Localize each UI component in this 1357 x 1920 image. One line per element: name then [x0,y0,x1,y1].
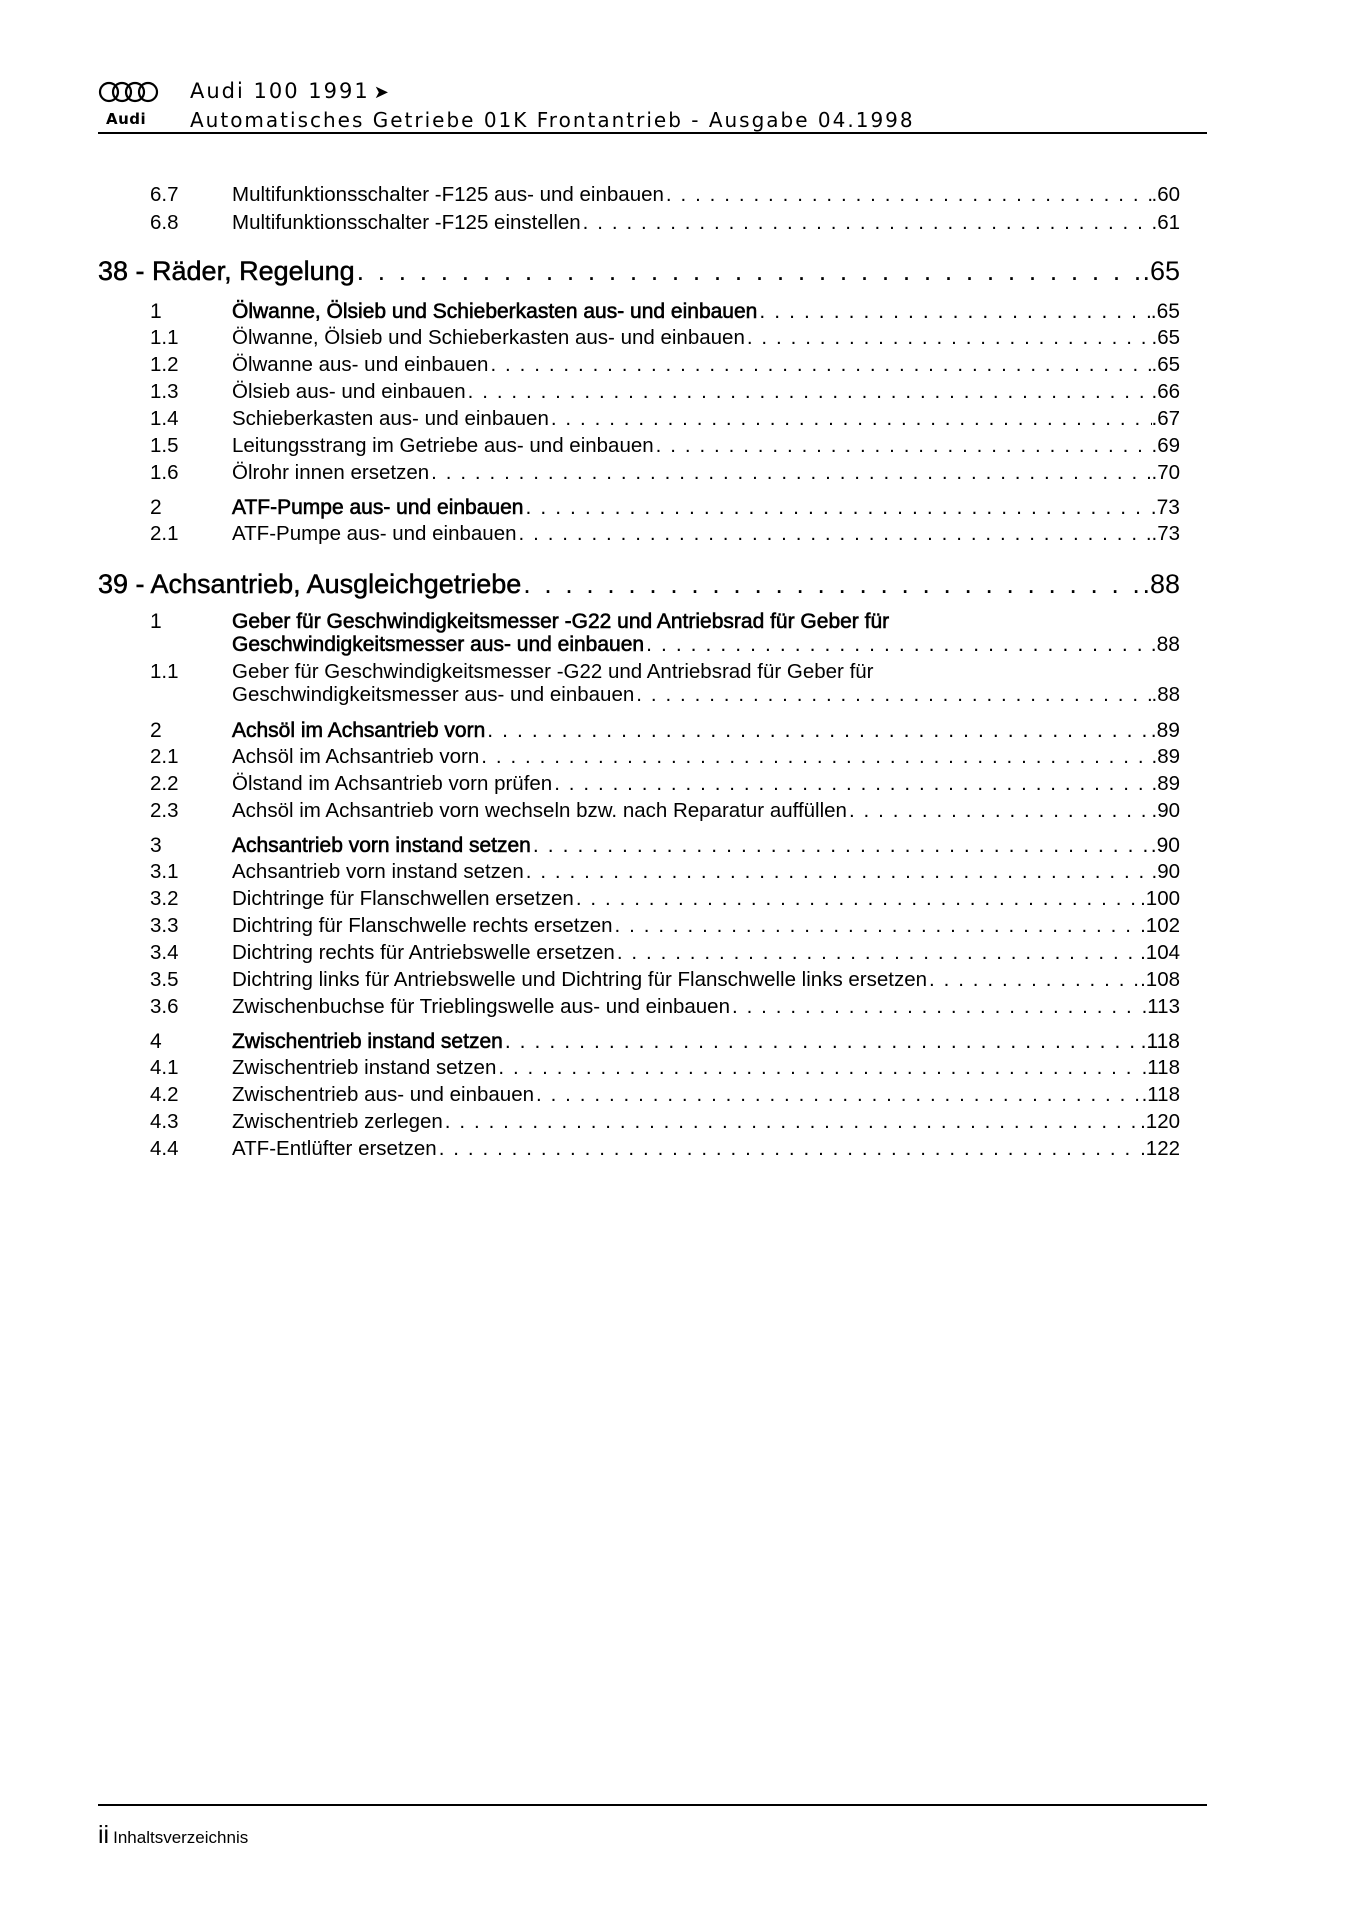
toc-title: Zwischentrieb instand setzen [232,1030,503,1053]
toc-number: 2.1 [150,522,179,545]
toc-number: 1.3 [150,380,179,403]
toc-leader-dots [613,915,1141,938]
header-divider [98,132,1207,134]
toc-entry[interactable] [98,942,1180,965]
toc-number: 1.2 [150,353,179,376]
toc-leader-dots [634,684,1151,707]
toc-page-number: .90 [1151,799,1180,822]
toc-number: 2.3 [150,799,179,822]
toc-leader-dots [615,942,1140,965]
toc-section[interactable] [98,834,1180,857]
toc-title: Dichtring links für Antriebswelle und Dichtring für Flanschwelle links ersetzen [232,968,928,991]
toc-page-number: .120 [1140,1110,1180,1133]
toc-title: Ölsieb aus- und einbauen [232,380,466,403]
toc-leader-dots [549,408,1152,431]
toc-leader-dots [847,800,1152,823]
toc-page-number: .69 [1151,434,1180,457]
toc-entry[interactable] [98,354,1180,377]
toc-title: Zwischentrieb aus- und einbauen [232,1083,534,1106]
toc-entry[interactable] [98,915,1180,938]
toc-page-number: .113 [1141,995,1180,1018]
toc-section[interactable] [98,496,1180,519]
toc-page-number: .66 [1151,380,1180,403]
toc-page-number: .89 [1150,719,1180,742]
toc-entry[interactable] [98,435,1180,458]
toc-page-number: .104 [1140,941,1180,964]
toc-leader-dots [654,435,1152,458]
toc-leader-dots [466,381,1152,404]
toc-title: Leitungsstrang im Getriebe aus- und einbauen [232,434,654,457]
document-subtitle: Automatisches Getriebe 01K Frontantrieb - Ausgabe 04.1998 [190,108,915,132]
toc-number: 3.4 [150,941,179,964]
toc-page-number: .90 [1151,860,1180,883]
toc-chapter[interactable] [98,257,1180,287]
model-title: Audi 100 1991 [190,79,370,103]
toc-number: 4.2 [150,1083,179,1106]
toc-number: 4.4 [150,1137,179,1160]
toc-number: 3.1 [150,860,179,883]
toc-leader-dots [523,496,1150,519]
page-header [98,78,1207,136]
toc-title-continued: Geschwindigkeitsmesser aus- und einbauen [232,682,635,706]
toc-page-number: .67 [1151,407,1180,430]
toc-page-number: .73 [1150,496,1180,519]
toc-section[interactable] [98,610,1180,656]
toc-title: Ölstand im Achsantrieb vorn prüfen [232,772,553,795]
toc-number: 6.8 [150,211,179,234]
toc-title: Ölwanne aus- und einbauen [232,353,489,376]
toc-entry[interactable] [98,773,1180,796]
toc-page-number: .73 [1151,522,1180,545]
toc-title: Geber für Geschwindigkeitsmesser -G22 und Antriebsrad für Geber für [232,610,890,633]
toc-leader-dots [664,184,1152,207]
toc-number: 1.5 [150,434,179,457]
toc-leader-dots [524,861,1152,884]
toc-leader-dots [517,523,1152,546]
toc-title: Achsöl im Achsantrieb vorn [232,719,486,742]
toc-entry[interactable] [98,381,1180,404]
toc-page-number: .61 [1151,211,1180,234]
toc-title: Achsöl im Achsantrieb vorn wechseln bzw. nach Reparatur auffüllen [232,799,847,822]
toc-entry[interactable] [98,1057,1180,1080]
toc-title: Ölwanne, Ölsieb und Schieberkasten aus- und einbauen [232,300,758,323]
toc-title: ATF-Pumpe aus- und einbauen [232,496,524,519]
toc-section[interactable] [98,300,1180,323]
toc-page-number: .60 [1151,183,1180,206]
toc-title: Achsantrieb vorn instand setzen [232,860,524,883]
toc-number: 4.1 [150,1056,179,1079]
toc-leader-dots [485,719,1151,742]
toc-page-number: .65 [1142,256,1180,286]
toc-title: Ölrohr innen ersetzen [232,461,430,484]
toc-page-number: .65 [1151,353,1180,376]
toc-leader-dots [644,633,1151,656]
toc-number: 6.7 [150,183,179,206]
footer-label: Inhaltsverzeichnis [113,1828,249,1847]
toc-page-number: .89 [1151,772,1180,795]
toc-leader-dots [429,462,1151,485]
toc-title: Zwischentrieb zerlegen [232,1110,443,1133]
toc-page-number: .88 [1142,569,1180,599]
toc-leader-dots [552,773,1151,796]
document-model [190,81,391,102]
toc-leader-dots [503,1030,1141,1053]
toc-number: 3.5 [150,968,179,991]
toc-title: Dichtring rechts für Antriebswelle ersetzen [232,941,615,964]
toc-number: 3 [150,834,162,857]
footer-divider [98,1804,1207,1806]
toc-entry[interactable] [98,996,1180,1019]
toc-leader-dots [479,746,1151,769]
toc-page-number: .118 [1141,1083,1180,1106]
toc-section[interactable] [98,1030,1180,1053]
toc-page-number: .88 [1151,682,1180,706]
audi-wordmark: Audi [106,110,147,128]
toc-number: 2.2 [150,772,179,795]
toc-entry[interactable] [98,523,1180,546]
toc-leader-dots [927,969,1140,992]
toc-section[interactable] [98,719,1180,742]
toc-number: 1.6 [150,461,179,484]
toc-entry[interactable] [98,212,1180,235]
toc-entry[interactable] [98,661,1180,706]
toc-title: Achsöl im Achsantrieb vorn [232,745,480,768]
toc-entry[interactable] [98,888,1180,911]
toc-number: 2 [150,719,162,742]
toc-title-continued: Geschwindigkeitsmesser aus- und einbauen [232,633,645,657]
toc-leader-dots [488,354,1151,377]
toc-page-number: .89 [1151,745,1180,768]
toc-number: 3.6 [150,995,179,1018]
page-footer [98,1823,248,1848]
toc-title: Zwischentrieb instand setzen [232,1056,497,1079]
toc-page-number: .122 [1140,1137,1180,1160]
toc-page-number: .65 [1151,326,1180,349]
arrow-icon: ➤ [373,82,391,103]
toc-title: Ölwanne, Ölsieb und Schieberkasten aus- und einbauen [232,326,745,349]
toc-leader-dots [730,996,1142,1019]
toc-number: 1.4 [150,407,179,430]
toc-number: 1.1 [150,326,179,349]
toc-entry[interactable] [98,1138,1180,1161]
toc-number: 4.3 [150,1110,179,1133]
toc-leader-dots [496,1057,1141,1080]
toc-entry[interactable] [98,1084,1180,1107]
toc-page-number: .100 [1140,887,1180,910]
toc-leader-dots [443,1111,1140,1134]
toc-number: 2 [150,496,162,519]
toc-entry[interactable] [98,184,1180,207]
toc-title: Multifunktionsschalter -F125 einstellen [232,211,581,234]
toc-leader-dots [437,1138,1140,1161]
toc-title: ATF-Pumpe aus- und einbauen [232,522,517,545]
toc-title: ATF-Entlüfter ersetzen [232,1137,437,1160]
toc-number: 3.2 [150,887,179,910]
toc-entry[interactable] [98,327,1180,350]
toc-leader-dots [534,1084,1142,1107]
toc-leader-dots [355,257,1143,287]
toc-chapter[interactable] [98,570,1180,600]
toc-leader-dots [581,212,1152,235]
toc-leader-dots [574,888,1140,911]
toc-leader-dots [531,834,1151,857]
toc-entry[interactable] [98,408,1180,431]
toc-title: Multifunktionsschalter -F125 aus- und einbauen [232,183,664,206]
toc-title: 39 - Achsantrieb, Ausgleichgetriebe [98,569,522,599]
toc-number: 4 [150,1030,162,1053]
audi-rings-logo [98,81,160,103]
page-number: ii [98,1821,110,1849]
toc-entry[interactable] [98,861,1180,884]
toc-entry[interactable] [98,969,1180,992]
toc-leader-dots [757,300,1150,323]
toc-entry[interactable] [98,1111,1180,1134]
toc-title: Achsantrieb vorn instand setzen [232,834,531,857]
toc-page-number: .70 [1151,461,1180,484]
toc-leader-dots [521,570,1142,600]
toc-page-number: .88 [1150,633,1180,657]
toc-leader-dots [745,327,1152,350]
toc-entry[interactable] [98,746,1180,769]
toc-title: Zwischenbuchse für Trieblingswelle aus- und einbauen [232,995,730,1018]
toc-number: 2.1 [150,745,179,768]
toc-page-number: .90 [1150,834,1180,857]
toc-page-number: .65 [1150,300,1180,323]
toc-entry[interactable] [98,800,1180,823]
toc-title: Geber für Geschwindigkeitsmesser -G22 und Antriebsrad für Geber für [232,660,874,683]
toc-number: 1 [150,610,162,633]
toc-page-number: .108 [1140,968,1180,991]
toc-entry[interactable] [98,462,1180,485]
toc-number: 1.1 [150,660,179,683]
toc-page-number: .118 [1141,1056,1180,1079]
toc-page-number: .118 [1140,1030,1180,1053]
toc-title: Dichtringe für Flanschwellen ersetzen [232,887,574,910]
toc-title: Schieberkasten aus- und einbauen [232,407,549,430]
toc-page-number: .102 [1140,914,1180,937]
toc-title: Dichtring für Flanschwelle rechts ersetzen [232,914,613,937]
toc-title: 38 - Räder, Regelung [98,256,355,286]
toc-number: 1 [150,300,162,323]
toc-number: 3.3 [150,914,179,937]
